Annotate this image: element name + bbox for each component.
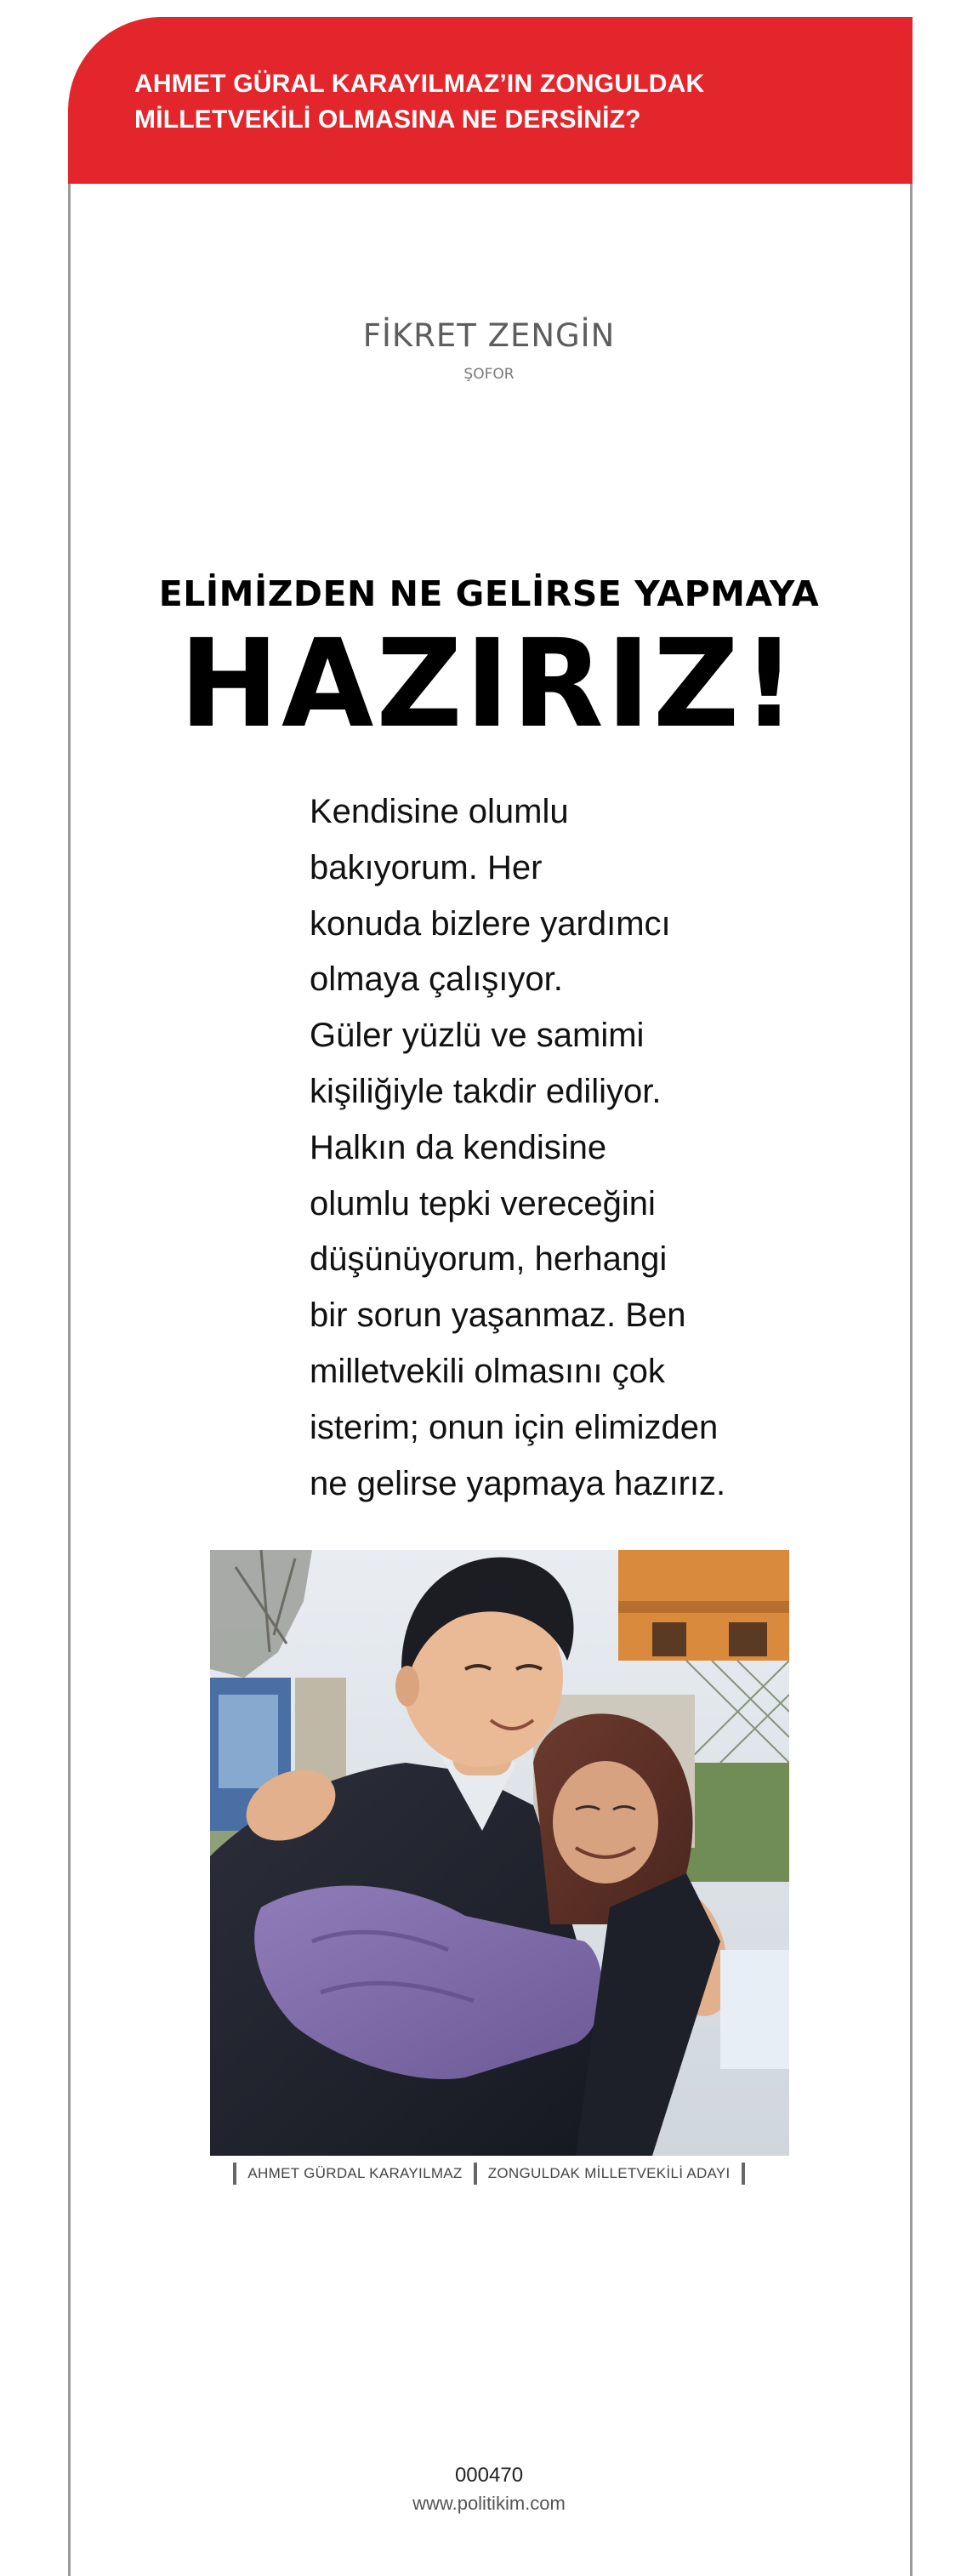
- quote-line: isterim; onun için elimizden: [310, 1408, 719, 1446]
- left-border-rule: [68, 184, 71, 2576]
- quote-line: bir sorun yaşanmaz. Ben: [310, 1297, 686, 1335]
- photo-embrace: [210, 1550, 789, 2156]
- quote-line: Halkın da kendisine: [310, 1128, 607, 1166]
- caption-divider: [233, 2163, 236, 2185]
- quote-line: ne gelirse yapmaya hazırız.: [310, 1464, 726, 1502]
- page-title: AHMET GÜRAL KARAYILMAZ’IN ZONGULDAK MİLLETVEKİLİ OLMASINA NE DERSİNİZ?: [134, 70, 705, 134]
- quote-line: bakıyorum. Her: [310, 848, 543, 886]
- caption-name: AHMET GÜRDAL KARAYILMAZ: [247, 2165, 463, 2181]
- caption-divider: [742, 2163, 745, 2185]
- quote-line: milletvekili olmasını çok: [310, 1352, 665, 1390]
- quote-line: düşünüyorum, herhangi: [310, 1240, 668, 1279]
- quote-text: [310, 784, 786, 1512]
- author-role: ŞOFOR: [463, 366, 515, 383]
- photo-illustration: [210, 1550, 789, 2156]
- author-name: FİKRET ZENGİN: [362, 317, 616, 354]
- caption-title: ZONGULDAK MİLLETVEKİLİ ADAYI: [487, 2165, 731, 2181]
- quote-line: konuda bizlere yardımcı: [310, 904, 671, 943]
- caption-divider: [474, 2163, 477, 2185]
- headline-subtitle: ELİMİZDEN NE GELİRSE YAPMAYA: [158, 573, 820, 614]
- quote-line: kişiliğiyle takdir ediliyor.: [310, 1072, 662, 1110]
- right-border-rule: [910, 184, 913, 2576]
- quote-line: olumlu tepki vereceğini: [310, 1184, 656, 1222]
- quote-line: Kendisine olumlu: [310, 793, 569, 830]
- footer-url: www.politikim.com: [412, 2493, 566, 2514]
- photo-caption: [0, 2163, 978, 2185]
- headline-main: HAZIRIZ!: [179, 613, 799, 755]
- quote-line: olmaya çalışıyor.: [310, 960, 563, 999]
- header-banner: [68, 17, 913, 184]
- quote-line: Güler yüzlü ve samimi: [310, 1017, 645, 1055]
- footer-number: 000470: [454, 2464, 524, 2487]
